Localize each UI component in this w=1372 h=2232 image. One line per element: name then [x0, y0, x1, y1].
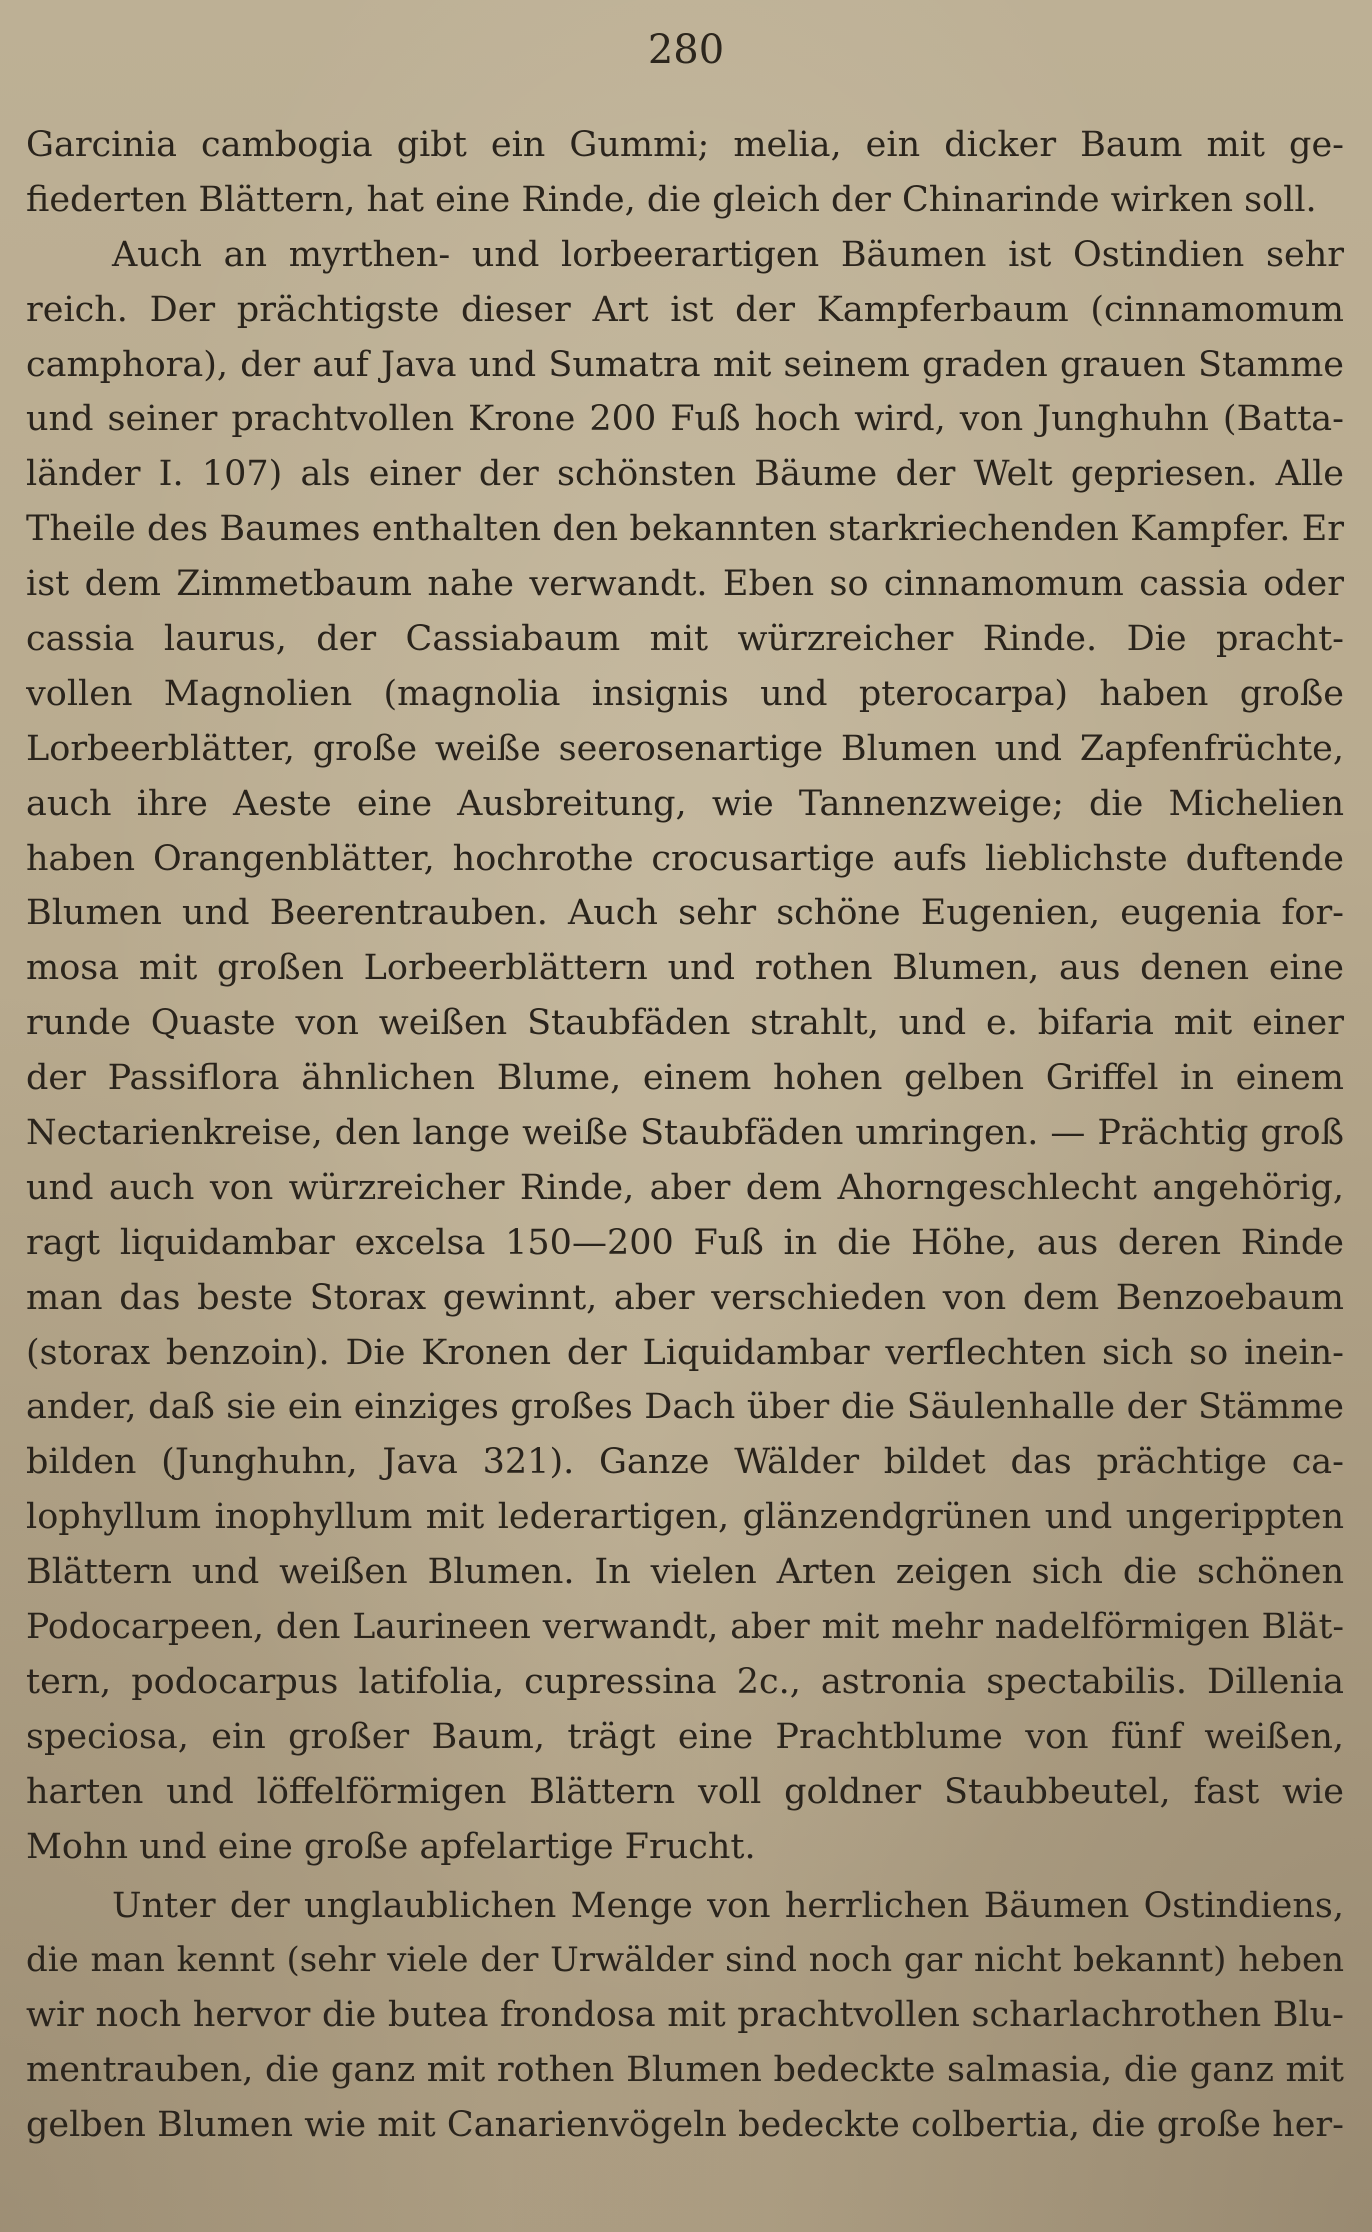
text-line: Blumen und Beerentrauben. Auch sehr schöne Eugenien, eugenia for- [26, 893, 1344, 934]
text-line: ragt liquidambar excelsa 150—200 Fuß in die Höhe, aus deren Rinde [26, 1222, 1344, 1263]
text-line: man das beste Storax gewinnt, aber verschieden von dem Benzoebaum [26, 1277, 1344, 1318]
page-number: 280 [647, 27, 725, 73]
text-line: bilden (Junghuhn, Java 321). Ganze Wälder bildet das prächtige ca- [26, 1442, 1344, 1483]
text-line: lophyllum inophyllum mit lederartigen, glänzendgrünen und ungerippten [26, 1497, 1344, 1538]
text-line: fiederten Blättern, hat eine Rinde, die gleich der Chinarinde wirken soll. [26, 179, 1317, 220]
text-line: vollen Magnolien (magnolia insignis und pterocarpa) haben große [26, 673, 1344, 714]
text-line: auch ihre Aeste eine Ausbreitung, wie Tannenzweige; die Michelien [26, 783, 1344, 824]
text-line: gelben Blumen wie mit Canarienvögeln bedeckte colbertia, die große her- [26, 2105, 1344, 2146]
text-line: haben Orangenblätter, hochrothe crocusartige aufs lieblichste duftende [26, 838, 1344, 879]
text-line: die man kennt (sehr viele der Urwälder sind noch gar nicht bekannt) heben [26, 1940, 1344, 1981]
text-line: Auch an myrthen- und lorbeerartigen Bäumen ist Ostindien sehr [112, 234, 1344, 275]
text-line: harten und löffelförmigen Blättern voll goldner Staubbeutel, fast wie [26, 1771, 1344, 1812]
text-line: camphora), der auf Java und Sumatra mit seinem graden grauen Stamme [26, 344, 1344, 385]
text-line: runde Quaste von weißen Staubfäden strahlt, und e. bifaria mit einer [26, 1003, 1344, 1044]
text-line: Nectarienkreise, den lange weiße Staubfäden umringen. — Prächtig groß [26, 1113, 1344, 1154]
text-line: mentrauben, die ganz mit rothen Blumen bedeckte salmasia, die ganz mit [26, 2050, 1344, 2091]
body-text [26, 118, 1344, 2153]
text-line: Theile des Baumes enthalten den bekannten starkriechenden Kampfer. Er [26, 509, 1344, 550]
text-line: ander, daß sie ein einziges großes Dach über die Säulenhalle der Stämme [26, 1387, 1344, 1428]
text-line: Podocarpeen, den Laurineen verwandt, aber mit mehr nadelförmigen Blät- [26, 1607, 1344, 1648]
text-line: Blättern und weißen Blumen. In vielen Arten zeigen sich die schönen [26, 1552, 1344, 1593]
text-line: Unter der unglaublichen Menge von herrlichen Bäumen Ostindiens, [112, 1885, 1344, 1926]
text-line: und auch von würzreicher Rinde, aber dem Ahorngeschlecht angehörig, [26, 1167, 1344, 1208]
text-line: cassia laurus, der Cassiabaum mit würzreicher Rinde. Die pracht- [26, 619, 1344, 660]
text-line: Garcinia cambogia gibt ein Gummi; melia, ein dicker Baum mit ge- [26, 125, 1344, 165]
text-line: ist dem Zimmetbaum nahe verwandt. Eben so cinnamomum cassia oder [26, 564, 1344, 605]
text-line: und seiner prachtvollen Krone 200 Fuß hoch wird, von Junghuhn (Batta- [26, 399, 1344, 440]
text-line: länder I. 107) als einer der schönsten Bäume der Welt gepriesen. Alle [26, 454, 1344, 495]
text-line: wir noch hervor die butea frondosa mit prachtvollen scharlachrothen Blu- [26, 1995, 1344, 2036]
text-line: Mohn und eine große apfelartige Frucht. [26, 1826, 756, 1867]
text-line: Lorbeerblätter, große weiße seerosenartige Blumen und Zapfenfrüchte, [26, 728, 1344, 769]
text-line: mosa mit großen Lorbeerblättern und rothen Blumen, aus denen eine [26, 948, 1344, 989]
text-line: (storax benzoin). Die Kronen der Liquidambar verflechten sich so inein- [26, 1332, 1344, 1373]
text-line: speciosa, ein großer Baum, trägt eine Prachtblume von fünf weißen, [26, 1716, 1344, 1757]
text-line: der Passiflora ähnlichen Blume, einem hohen gelben Griffel in einem [26, 1058, 1344, 1099]
text-line: reich. Der prächtigste dieser Art ist der Kampferbaum (cinnamomum [26, 289, 1344, 330]
text-line: tern, podocarpus latifolia, cupressina 2c., astronia spectabilis. Dillenia [26, 1661, 1344, 1702]
